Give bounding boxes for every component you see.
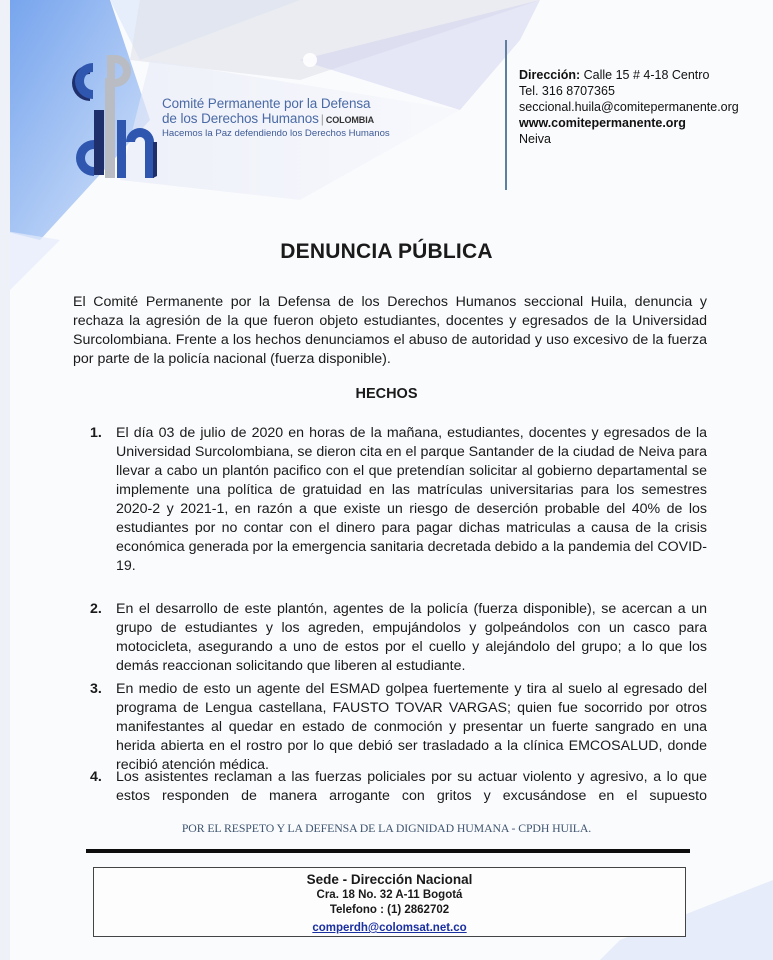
website-text[interactable]: www.comitepermanente.org	[519, 116, 686, 130]
fact-number: 4.	[90, 769, 102, 785]
fact-item-3	[90, 680, 707, 775]
organization-name	[162, 96, 390, 140]
document-title: DENUNCIA PÚBLICA	[280, 240, 493, 263]
contact-divider	[505, 40, 507, 190]
fact-text: Los asistentes reclaman a las fuerzas policiales por su actuar violento y agresivo, a lo que estos responden de manera arrogante con gritos y excusándose en el supuesto	[116, 769, 707, 804]
footer-rule	[86, 849, 690, 853]
intro-paragraph: El Comité Permanente por la Defensa de los Derechos Humanos seccional Huila, denuncia y rechaza la agresión de la que fueron objeto estudiantes, docentes y egresados de la Universidad Surcolombiana. Frente a los hechos denunciamos el abuso de autoridad y uso excesivo de la fuerza por parte de la policía nacional (fuerza disponible).	[73, 294, 707, 367]
fact-text: En medio de esto un agente del ESMAD golpea fuertemente y tira al suelo al egresado del programa de Lengua castellana, FAUSTO TOVAR VARGAS; quien fue socorrido por otros manifestantes al quedar en estado de conmoción y presentar un fuerte sangrado en una herida abierta en el rostro por lo que debió ser trasladado a la clínica EMCOSALUD, donde recibió atención médica.	[116, 681, 707, 773]
website[interactable]	[519, 115, 739, 131]
sede-address: Cra. 18 No. 32 A-11 Bogotá	[316, 889, 463, 901]
address-label: Dirección:	[519, 68, 581, 82]
footer-motto: POR EL RESPETO Y LA DEFENSA DE LA DIGNIDAD HUMANA - CPDH HUILA.	[181, 821, 592, 835]
fact-item-1	[90, 424, 707, 576]
fact-number: 3.	[90, 681, 102, 697]
cpdh-logo	[60, 50, 160, 185]
org-country: COLOMBIA	[325, 115, 375, 125]
email[interactable]: seccional.huila@comitepermanente.org	[519, 100, 739, 114]
sede-box	[93, 867, 686, 937]
fact-text: El día 03 de julio de 2020 en horas de la mañana, estudiantes, docentes y egresados de la Universidad Surcolombiana, se dieron cita en el parque Santander de la ciudad de Neiva para llevar a cabo un plantón pacifico con el que pretendían solicitar al gobierno departamental se implemente una política de gratuidad en las matrículas universitarias para los semestres 2020-2 y 2021-1, en razón a que existe un riesgo de deserción probable del 40% de los estudiantes por no contar con el dinero para pagar dichas matriculas a causa de la crisis económica generada por la emergencia sanitaria decretada debido a la pandemia del COVID-19.	[116, 425, 707, 574]
address-line	[519, 67, 739, 83]
org-line-2-text: de los Derechos Humanos	[162, 111, 319, 126]
fact-item-2	[90, 600, 707, 676]
contact-block	[519, 67, 739, 147]
city: Neiva	[519, 132, 551, 146]
sede-email-link[interactable]: comperdh@colomsat.net.co	[312, 922, 467, 934]
sede-phone: Telefono : (1) 2862702	[329, 904, 450, 916]
phone: Tel. 316 8707365	[519, 84, 615, 98]
separator: |	[320, 112, 324, 126]
org-line-2	[162, 111, 390, 128]
fact-number: 2.	[90, 601, 102, 617]
address-value: Calle 15 # 4-18 Centro	[583, 68, 710, 82]
fact-item-4	[90, 768, 707, 806]
section-heading: HECHOS	[355, 386, 418, 402]
org-tagline: Hacemos la Paz defendiendo los Derechos Humanos	[162, 128, 390, 139]
org-line-1: Comité Permanente por la Defensa	[162, 96, 371, 111]
fact-number: 1.	[90, 425, 102, 441]
fact-text: En el desarrollo de este plantón, agentes de la policía (fuerza disponible), se acercan a un grupo de estudiantes y los agreden, empujándolos y golpeándolos con un casco para motocicleta, asegurando a uno de estos por el cuello y alejándolo del grupo; a lo que los demás reaccionan solicitando que liberen al estudiante.	[116, 601, 707, 674]
sede-title: Sede - Dirección Nacional	[306, 872, 473, 887]
